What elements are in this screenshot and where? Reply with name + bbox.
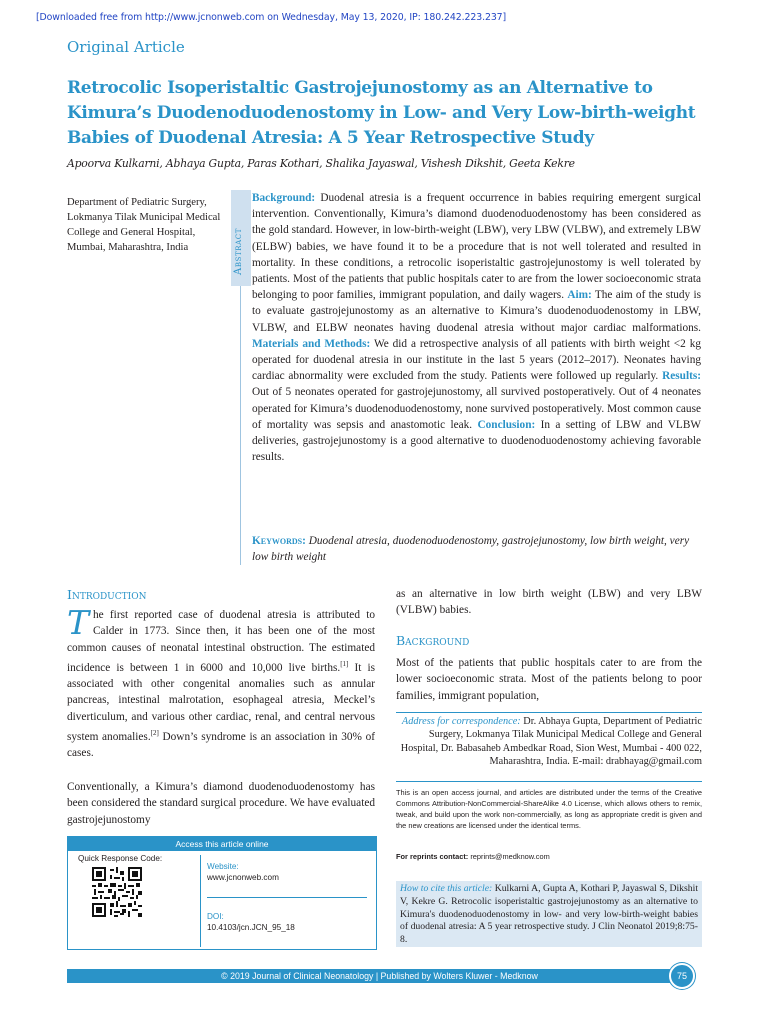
correspondence-rule <box>396 712 702 713</box>
access-article-box <box>67 836 377 950</box>
abstract-text <box>252 190 701 465</box>
conclusion-text: In a setting of LBW and VLBW deliveries, gastrojejunostomy is a good alternative to duodenoduodenostomy achieving favorable results. <box>252 418 702 464</box>
qr-label: Quick Response Code: <box>78 854 163 863</box>
introduction-body <box>67 603 375 761</box>
website-link[interactable]: www.jcnonweb.com <box>207 873 279 882</box>
reference-1[interactable]: [1] <box>340 659 349 668</box>
license-rule <box>396 781 702 782</box>
page-number: 75 <box>669 963 695 989</box>
download-banner[interactable]: [Downloaded free from http://www.jcnonweb.com on Wednesday, May 13, 2020, IP: 180.242.223.237] <box>36 12 507 23</box>
correspondence-label: Address for correspondence: <box>401 716 521 727</box>
reprints-label: For reprints contact: <box>396 852 469 861</box>
intro-text-c: Down’s syndrome is an association in 30% of cases. <box>67 730 375 759</box>
journal-footer: © 2019 Journal of Clinical Neonatology | Published by Wolters Kluwer - Medknow <box>67 969 692 983</box>
author-list: Apoorva Kulkarni, Abhaya Gupta, Paras Kothari, Shalika Jayaswal, Vishesh Dikshit, Geeta Kekre <box>67 157 575 170</box>
intro-text-b: It is associated with other congenital anomalies such as annular pancreas, intestinal malrotation, esophageal atresia, Meckel’s diverticulum, and various other cardiac, renal, and central nervous system anomalies. <box>67 661 375 743</box>
aim-text: The aim of the study is to evaluate gastrojejunostomy as an alternative to Kimura’s duodenoduodenostomy in LBW, VLBW, and ELBW neonates having duodenal atresia without major cardiac malformations. <box>252 289 701 334</box>
reprints <box>396 852 550 861</box>
article-title <box>67 76 717 151</box>
background-text: Duodenal atresia is a frequent occurrence in babies requiring emergent surgical intervention. Conventionally, Kimura’s diamond duodenoduodenostomy has been considered as the gold standard. However, in low-birth-weight (LBW), very LBW (VLBW), and extremely LBW (ELBW) babies, we have found it to be a procedure that is not well tolerated and resulted in mortality. In these conditions, a retrocolic isoperistaltic gastrojejunostomy is well tolerated by patients. Most of the patients that public hospitals cater to are from the lower socioeconomic strata belonging to poor families, immigrant population, and daily wagers. <box>252 192 701 302</box>
correspondence <box>396 715 702 768</box>
background-heading: Background <box>396 633 470 648</box>
abstract-label: Abstract <box>233 228 244 275</box>
reprints-email[interactable]: reprints@medknow.com <box>470 852 550 861</box>
introduction-continued: as an alternative in low birth weight (LBW) and very LBW (VLBW) babies. <box>396 588 702 617</box>
affiliation: Department of Pediatric Surgery, Lokmanya Tilak Municipal Medical College and General Hospital, Mumbai, Maharashtra, India <box>67 197 221 253</box>
access-divider <box>200 855 201 947</box>
methods-label: Materials and Methods: <box>252 337 371 350</box>
background-label: Background: <box>252 192 316 204</box>
keywords-label: Keywords: <box>252 535 306 547</box>
doi-label: DOI: <box>207 912 224 921</box>
access-separator <box>207 897 367 898</box>
background-body: Most of the patients that public hospitals cater to are from the lower socioeconomic strata. Most of the patients belong to poor families, immigrant population, <box>396 657 702 702</box>
introduction-paragraph-2: Conventionally, a Kimura’s diamond duodenoduodenostomy has been considered the standard surgical procedure. We have evaluated gastrojejunostomy <box>67 781 375 826</box>
citation-text: Kulkarni A, Gupta A, Kothari P, Jayaswal S, Dikshit V, Kekre G. Retrocolic isoperistaltic gastrojejunostomy as an alternative to Kimura's duodenoduodenostomy in low- and very low-birth-weight babies of duodenal atresia: A 5 year retrospective study. J Clin Neonatol 2019;8:75-8. <box>400 883 699 946</box>
keywords <box>252 534 704 565</box>
results-label: Results: <box>662 370 702 383</box>
title-line-3: Babies of Duodenal Atresia: A 5 Year Retrospective Study <box>67 128 594 148</box>
website-label: Website: <box>207 862 239 871</box>
intro-text-a: he first reported case of duodenal atresia is attributed to Calder in 1773. Since then, it has been one of the most common causes of neonatal intestinal obstruction. The estimated incidence is between 1 in 6000 and 10,000 live births. <box>67 609 375 674</box>
conclusion-label: Conclusion: <box>477 418 536 431</box>
license-text: This is an open access journal, and articles are distributed under the terms of the Creative Commons Attribution-NonCommercial-ShareAlike 4.0 License, which allows others to remix, tweak, and build upon the work non-commercially, as long as appropriate credit is given and the new creations are licensed under the identical terms. <box>396 788 702 830</box>
title-line-1: Retrocolic Isoperistaltic Gastrojejunostomy as an Alternative to <box>67 78 653 98</box>
introduction-heading: Introduction <box>67 587 147 602</box>
access-header: Access this article online <box>68 837 376 851</box>
title-line-2: Kimura’s Duodenoduodenostomy in Low- and Very Low-birth-weight <box>67 103 696 123</box>
aim-label: Aim: <box>567 289 592 302</box>
citation-box <box>396 881 702 947</box>
results-text: Out of 5 neonates operated for gastrojejunostomy, all survived postoperatively. Out of 4 neonates operated for Kimura’s duodenoduodenostomy, none survived postoperatively. Most common cause of mortality was sepsis and anastomotic leak. <box>252 386 701 431</box>
abstract-rule <box>240 286 241 565</box>
drop-cap: T <box>67 603 90 642</box>
keywords-text: Duodenal atresia, duodenoduodenostomy, gastrojejunostomy, low birth weight, very low birth weight <box>252 535 690 563</box>
methods-text: We did a retrospective analysis of all patients with birth weight <2 kg operated for duodenal atresia in our institute in the last 5 years (2012–2017). Neonates having cardiac abnormality were excluded from the study. Patients were followed up regularly. <box>252 337 701 383</box>
correspondence-text: Dr. Abhaya Gupta, Department of Pediatric Surgery, Lokmanya Tilak Municipal Medical College and General Hospital, Dr. Babasaheb Ambedkar Road, Sion West, Mumbai - 400 022, Maharashtra, India. E-mail: drabhayag@gmail.com <box>400 716 702 767</box>
reference-2[interactable]: [2] <box>150 728 159 737</box>
doi-link[interactable]: 10.4103/jcn.JCN_95_18 <box>207 923 295 932</box>
abstract-box <box>231 190 703 565</box>
citation-label: How to cite this article: <box>400 883 493 894</box>
qr-code-icon[interactable] <box>92 867 142 917</box>
article-type: Original Article <box>67 38 185 56</box>
